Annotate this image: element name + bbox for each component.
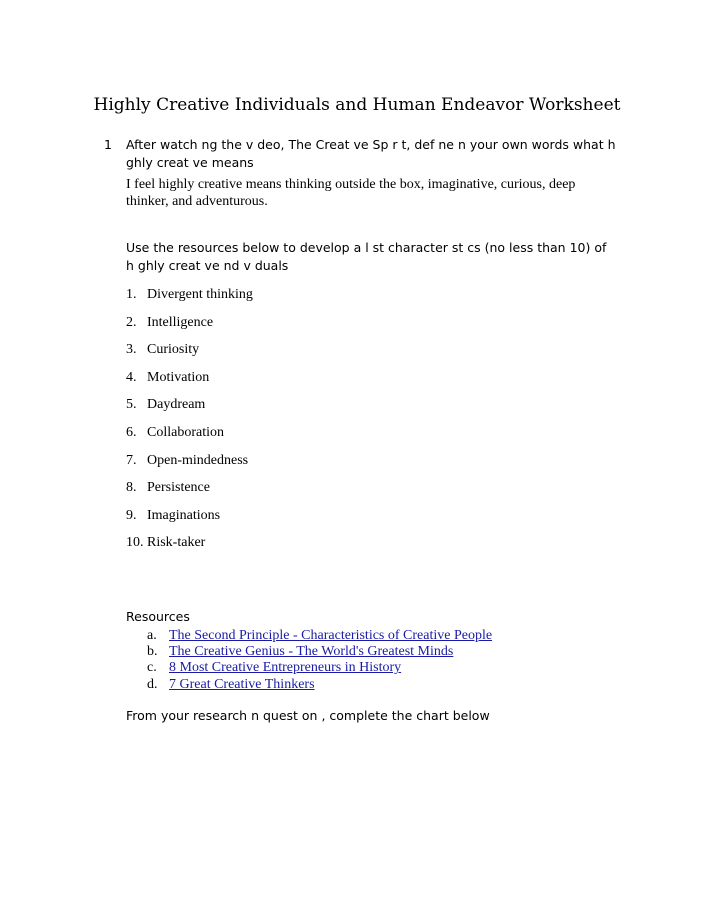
- resources-heading: Resources: [126, 609, 190, 624]
- resource-link-creative-genius[interactable]: The Creative Genius - The World's Greatest Minds: [169, 644, 454, 660]
- list-item-label: Motivation: [147, 369, 210, 385]
- resource-link-creative-entrepreneurs[interactable]: 8 Most Creative Entrepreneurs in History: [169, 660, 402, 676]
- list-item-number: 1.: [126, 287, 137, 302]
- resource-letter: d.: [147, 676, 158, 692]
- list-item-number: 5.: [126, 397, 137, 413]
- list-item-label: Imaginations: [147, 507, 221, 523]
- resource-item: [147, 643, 492, 659]
- list-item: [126, 424, 253, 452]
- resource-letter: a.: [147, 628, 157, 643]
- resource-letter: b.: [147, 644, 158, 660]
- list-item-label: Curiosity: [147, 342, 200, 358]
- resource-letter: c.: [147, 660, 157, 676]
- list-item: [126, 534, 253, 562]
- resource-item: [147, 676, 492, 692]
- list-item-number: 7.: [126, 452, 137, 468]
- list-item-label: Open-mindedness: [147, 452, 249, 468]
- page-title: Highly Creative Individuals and Human Endeavor Worksheet: [93, 95, 621, 115]
- list-item-number: 10.: [126, 535, 144, 551]
- list-item: [126, 396, 253, 424]
- resource-item: [147, 627, 492, 643]
- list-item-number: 3.: [126, 342, 137, 358]
- list-item-label: Collaboration: [147, 424, 224, 440]
- list-item-number: 9.: [126, 507, 137, 523]
- list-item-label: Persistence: [147, 480, 210, 496]
- list-item: [126, 286, 253, 314]
- question-1-number: 1: [104, 137, 112, 152]
- list-item: [126, 341, 253, 369]
- list-item-label: Intelligence: [147, 314, 214, 330]
- resource-link-second-principle[interactable]: The Second Principle - Characteristics of Creative People: [169, 628, 493, 643]
- list-item-number: 8.: [126, 480, 137, 496]
- list-item-label: Daydream: [147, 397, 206, 413]
- question-1-text: After watch ng the v deo, The Creat ve Sp r t, def ne n your own words what h ghly creat ve means: [126, 137, 616, 170]
- final-instruction: From your research n quest on , complete the chart below: [126, 708, 490, 723]
- list-item-label: Divergent thinking: [147, 287, 253, 302]
- resource-link-creative-thinkers[interactable]: 7 Great Creative Thinkers: [169, 676, 315, 692]
- question-1-answer: I feel highly creative means thinking outside the box, imaginative, curious, deep thinker, and adventurous.: [126, 177, 576, 209]
- list-item: [126, 479, 253, 507]
- list-item: [126, 314, 253, 342]
- list-item-label: Risk-taker: [147, 535, 206, 551]
- resources-list: [147, 627, 492, 692]
- resource-item: [147, 659, 492, 675]
- list-item-number: 6.: [126, 424, 137, 440]
- list-item-number: 4.: [126, 369, 137, 385]
- list-item-number: 2.: [126, 314, 137, 330]
- question-2-text: Use the resources below to develop a l st character st cs (no less than 10) of h ghly creat ve nd v duals: [126, 240, 607, 273]
- traits-list: [126, 286, 253, 562]
- list-item: [126, 452, 253, 480]
- list-item: [126, 369, 253, 397]
- list-item: [126, 507, 253, 535]
